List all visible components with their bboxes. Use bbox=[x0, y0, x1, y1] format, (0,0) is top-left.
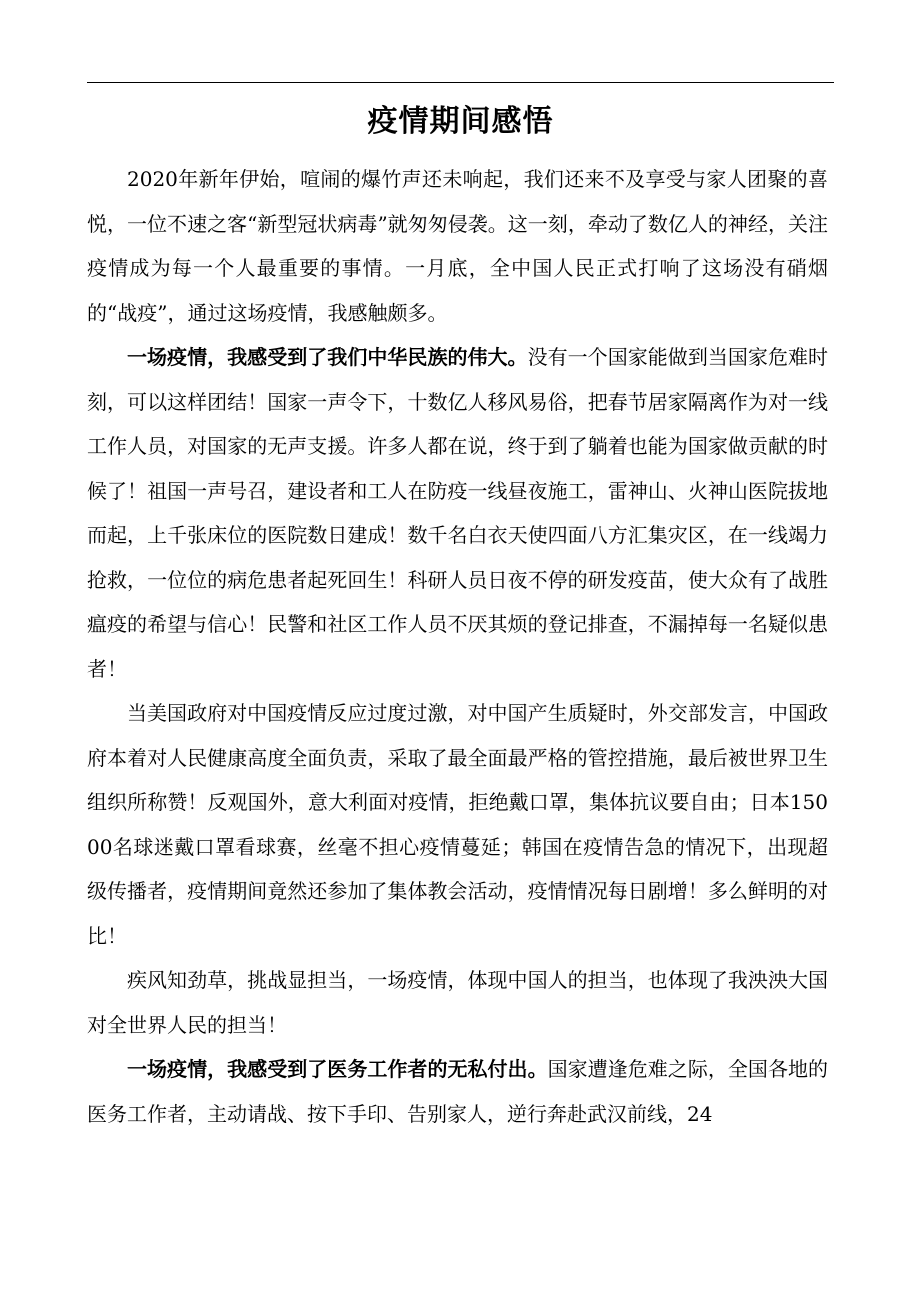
document-title: 疫情期间感悟 bbox=[367, 104, 554, 139]
paragraph-2 bbox=[87, 335, 828, 691]
paragraph-1 bbox=[87, 157, 828, 335]
paragraph-2-lead: 一场疫情，我感受到了我们中华民族的伟大。 bbox=[127, 345, 528, 369]
document-body bbox=[87, 157, 828, 1136]
paragraph-5-lead: 一场疫情，我感受到了医务工作者的无私付出。 bbox=[127, 1057, 548, 1081]
paragraph-2-text: 没有一个国家能做到当国家危难时刻，可以这样团结！国家一声令下，十数亿人移风易俗，把春节居家隔离作为对一线工作人员，对国家的无声支援。许多人都在说，终于到了躺着也能为国家做贡献的时候了！祖国一声号召，建设者和工人在防疫一线昼夜施工，雷神山、火神山医院拔地而起，上千张床位的医院数日建成！数千名白衣天使四面八方汇集灾区，在一线竭力抢救，一位位的病危患者起死回生！科研人员日夜不停的研发疫苗，使大众有了战胜瘟疫的希望与信心！民警和社区工作人员不厌其烦的登记排查，不漏掉每一名疑似患者！ bbox=[87, 345, 829, 681]
paragraph-3-text: 当美国政府对中国疫情反应过度过激，对中国产生质疑时，外交部发言，中国政府本着对人民健康高度全面负责，采取了最全面最严格的管控措施，最后被世界卫生组织所称赞！反观国外，意大利面对疫情，拒绝戴口罩，集体抗议要自由；日本15000名球迷戴口罩看球赛，丝毫不担心疫情蔓延；韩国在疫情告急的情况下，出现超级传播者，疫情期间竟然还参加了集体教会活动，疫情情况每日剧增！多么鲜明的对比！ bbox=[87, 701, 828, 948]
paragraph-1-text: 2020年新年伊始，喧闹的爆竹声还未响起，我们还来不及享受与家人团聚的喜悦，一位不速之客“新型冠状病毒”就匆匆侵袭。这一刻，牵动了数亿人的神经，关注疫情成为每一个人最重要的事情。一月底，全中国人民正式打响了这场没有硝烟的“战疫”，通过这场疫情，我感触颇多。 bbox=[87, 167, 828, 325]
paragraph-4 bbox=[87, 958, 828, 1047]
paragraph-5 bbox=[87, 1047, 828, 1136]
header-rule bbox=[87, 82, 834, 83]
paragraph-3 bbox=[87, 691, 828, 958]
paragraph-4-text: 疾风知劲草，挑战显担当，一场疫情，体现中国人的担当，也体现了我泱泱大国对全世界人民的担当！ bbox=[87, 968, 828, 1037]
paragraph-5-text: 国家遭逢危难之际，全国各地的医务工作者，主动请战、按下手印、告别家人，逆行奔赴武汉前线，24 bbox=[87, 1057, 829, 1126]
